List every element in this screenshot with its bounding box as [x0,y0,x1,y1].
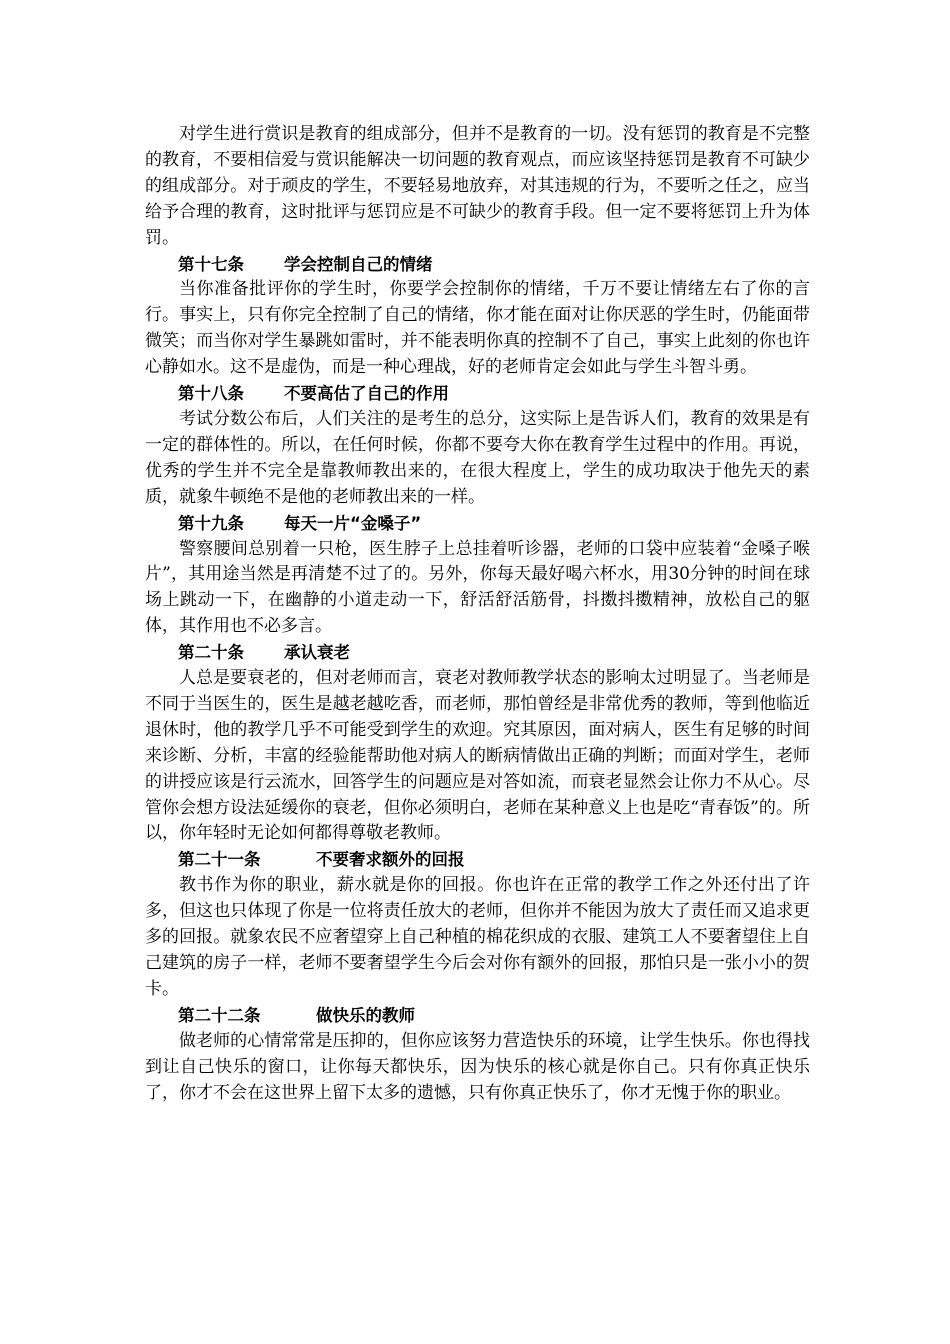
article-18-paragraph: 考试分数公布后，人们关注的是考生的总分，这实际上是告诉人们，教育的效果是有一定的群体性的。所以，在任何时候，你都不要夸大你在教育学生过程中的作用。再说，优秀的学生并不完全是靠教师教出来的，在很大程度上，学生的成功取决于他先天的素质，就象牛顿绝不是他的老师教出来的一样。 [145,408,810,507]
article-number: 第十九条 [178,513,244,533]
article-21-heading [145,847,810,873]
article-title: 学会控制自己的情绪 [284,254,433,274]
article-22-heading [145,1003,810,1029]
paragraph-intro: 对学生进行赏识是教育的组成部分，但并不是教育的一切。没有惩罚的教育是不完整的教育，不要相信爱与赏识能解决一切问题的教育观点，而应该坚持惩罚是教育不可缺少的组成部分。对于顽皮的学生，不要轻易地放弃，对其违规的行为，不要听之任之，应当给予合理的教育，这时批评与惩罚应是不可缺少的教育手段。但一定不要将惩罚上升为体罚。 [145,124,810,248]
article-17-heading [145,252,810,278]
article-19-paragraph: 警察腰间总别着一只枪，医生脖子上总挂着听诊器，老师的口袋中应装着“金嗓子喉片”，其用途当然是再清楚不过了的。另外，你每天最好喝六杯水，用30分钟的时间在球场上跳动一下，在幽静的小道走动一下，舒活舒活筋骨，抖擞抖擞精神，放松自己的躯体，其作用也不必多言。 [145,538,810,637]
article-18-heading [145,381,810,407]
article-21-paragraph: 教书作为你的职业，薪水就是你的回报。你也许在正常的教学工作之外还付出了许多，但这也只体现了你是一位将责任放大的老师，但你并不能因为放大了责任而又追求更多的回报。就象农民不应奢望穿上自己种植的棉花织成的衣服、建筑工人不要奢望住上自己建筑的房子一样，老师不要奢望学生今后会对你有额外的回报，那怕只是一张小小的贺卡。 [145,875,810,999]
article-number: 第二十一条 [178,850,261,870]
article-number: 第十七条 [178,254,244,274]
article-title: 承认衰老 [284,643,350,663]
article-number: 第二十二条 [178,1005,261,1025]
article-title: 每天一片“金嗓子” [284,513,422,533]
article-19-heading [145,511,810,537]
article-title: 做快乐的教师 [316,1005,415,1025]
article-20-heading [145,640,810,666]
article-number: 第十八条 [178,384,244,404]
document-body [145,122,810,1106]
article-number: 第二十条 [178,643,244,663]
article-title: 不要高估了自己的作用 [284,384,449,404]
article-20-paragraph: 人总是要衰老的，但对老师而言，衰老对教师教学状态的影响太过明显了。当老师是不同于当医生的，医生是越老越吃香，而老师，那怕曾经是非常优秀的教师，等到他临近退休时，他的教学几乎不可能受到学生的欢迎。究其原因，面对病人，医生有足够的时间来诊断、分析，丰富的经验能帮助他对病人的断病情做出正确的判断；而面对学生，老师的讲授应该是行云流水，回答学生的问题应是对答如流，而衰老显然会让你力不从心。尽管你会想方设法延缓你的衰老，但你必须明白，老师在某种意义上也是吃“青春饭”的。所以，你年轻时无论如何都得尊敬老教师。 [145,668,810,844]
article-title: 不要奢求额外的回报 [316,850,465,870]
article-22-paragraph: 做老师的心情常常是压抑的，但你应该努力营造快乐的环境，让学生快乐。你也得找到让自己快乐的窗口，让你每天都快乐，因为快乐的核心就是你自己。只有你真正快乐了，你才不会在这世界上留下太多的遗憾，只有你真正快乐了，你才无愧于你的职业。 [145,1030,810,1103]
article-17-paragraph: 当你准备批评你的学生时，你要学会控制你的情绪，千万不要让情绪左右了你的言行。事实上，只有你完全控制了自己的情绪，你才能在面对让你厌恶的学生时，仍能面带微笑；而当你对学生暴跳如雷时，并不能表明你真的控制不了自己，事实上此刻的你也许心静如水。这不是虚伪，而是一种心理战，好的老师肯定会如此与学生斗智斗勇。 [145,279,810,378]
